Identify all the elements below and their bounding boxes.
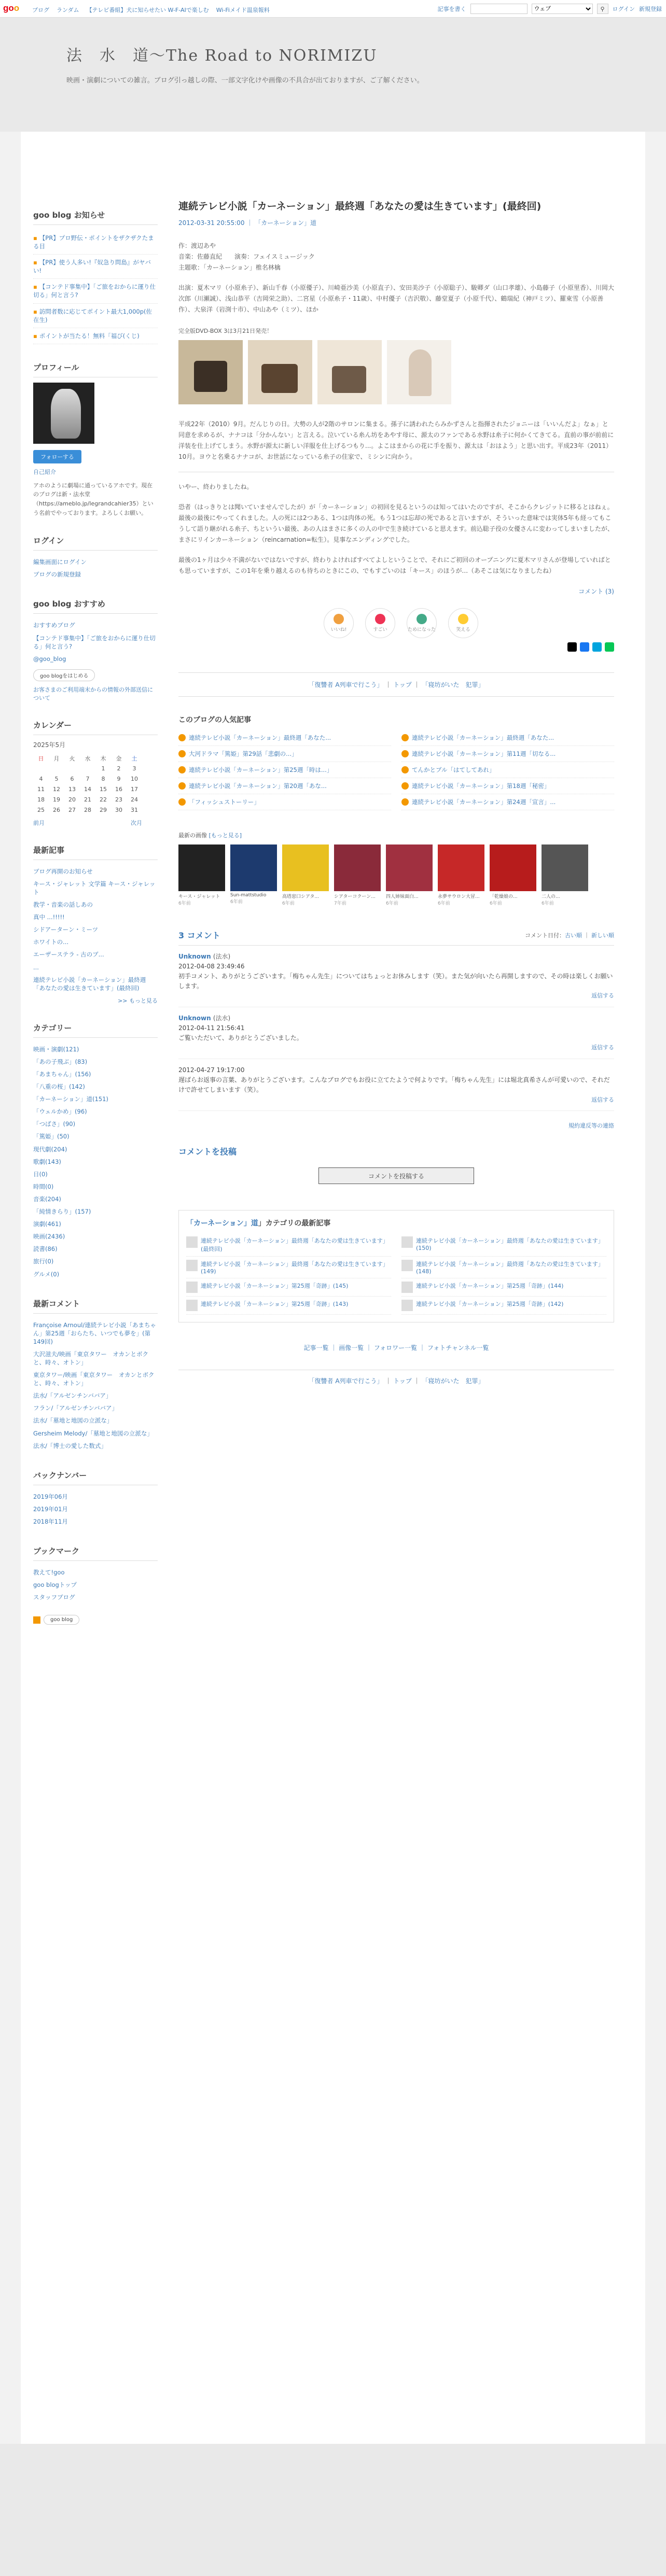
hatena-share-icon[interactable] [592, 642, 602, 652]
latest-comment-item[interactable]: 東京タワー/映画「東京タワー オカンとボクと、時々、オトン」 [33, 1371, 155, 1387]
search-icon: ⚲ [600, 5, 605, 12]
bookmark-item[interactable]: goo blogトップ [33, 1581, 77, 1589]
profile-section [33, 362, 158, 517]
category-latest-item[interactable]: 連続テレビ小説「カーネーション」最終週「あなたの愛は生きています」(149) [186, 1257, 391, 1278]
profile-avatar [33, 383, 94, 444]
rank-icon [401, 782, 409, 790]
backnumber-item[interactable]: 2019年06月 [33, 1493, 68, 1500]
blog-description: 映画・演劇についての雑言。ブログ引っ越しの際、一部文字化けや画像の不具合が出ておりますが、ご了解ください。 [66, 77, 424, 85]
rank-icon [178, 750, 186, 757]
entry-body: 平成22年（2010）9月。だんじりの日。大勢の人が2階のサロンに集まる。孫子に誘われたらみかずさんと指揮されたジョニーは「いいんだよ」なぁ」と同意を求めるが、ナナコは「分かんない」と言える。泣いている糸ん坊をあやす母に、源太のファンである水野は糸子に何かくてきてる。直前の事が前前に洋装を仕上げてしまう。水野が源太に新しい洋服を仕上げるつもり...。よこはまからの花に手を振り、源太は「おはよう」と思い出す。平成23年（2011）10月。ヨウと名乗るナナコが、お世話になっている糸子の住家で、ミシンに向かう。 [178, 420, 614, 460]
great-icon [375, 614, 385, 624]
category-item[interactable]: 「純情きらり」(157) [33, 1208, 91, 1216]
latest-comment-item[interactable]: 法水/「墓地と地図の立派な」 [33, 1417, 113, 1425]
category-latest-item[interactable]: 連続テレビ小説「カーネーション」第25週「奇跡」(144) [401, 1278, 606, 1297]
entry-staff: 作：渡辺あや 音楽：佐藤直紀 演奏：フェイスミュージック 主題歌：「カーネーション」椎名林檎 [178, 242, 315, 271]
rank-icon [401, 798, 409, 806]
comment-count-link[interactable]: コメント (3) [578, 587, 614, 595]
global-nav [32, 6, 270, 14]
category-item[interactable]: 読書(86) [33, 1245, 58, 1253]
dvd-cover-image[interactable] [317, 340, 382, 404]
nav-blog[interactable]: ブログ [32, 7, 49, 13]
category-latest-item[interactable]: 連続テレビ小説「カーネーション」第25週「奇跡」(145) [186, 1278, 391, 1297]
footer-link[interactable]: 記事一覧 [303, 1344, 329, 1352]
category-item[interactable]: 現代劇(204) [33, 1145, 67, 1153]
backnumber-heading: バックナンバー [33, 1470, 158, 1485]
backnumber-section [33, 1470, 158, 1528]
entry-title[interactable]: 連続テレビ小説「カーネーション」最終週「あなたの愛は生きています」(最終回) [178, 201, 542, 212]
share-buttons [178, 642, 614, 652]
latest-comment-item[interactable]: Françoise Arnoul/連続テレビ小説「あまちゃん」第25週「おらたち、いつでも夢を」(第149回) [33, 1321, 156, 1345]
popular-item[interactable]: 連続テレビ小説「カーネーション」最終週「あなた... [401, 730, 614, 746]
rank-icon [401, 766, 409, 773]
sort-oldest[interactable]: 古い順 [565, 932, 582, 939]
news-item[interactable]: ▪ 【PR】使う人多い!『奴急り問島』がヤバい! [33, 255, 158, 279]
entry-meta: 2012-03-31 20:55:00 ｜ 「カーネーション」道 [178, 219, 317, 227]
recent-item[interactable]: シドアーターン・ミーツ [33, 926, 99, 934]
comment-date: 2012-04-08 23:49:46 [178, 962, 245, 970]
goo-logo[interactable]: goo [3, 3, 20, 13]
popular-list [178, 730, 614, 810]
recent-heading: 最新記事 [33, 844, 158, 860]
popular-item[interactable]: 連続テレビ小説「カーネーション」第20週「あな... [178, 778, 391, 794]
comment [178, 1059, 614, 1111]
popular-item[interactable]: 「フィッシュストーリー」 [178, 794, 391, 810]
reaction-helpful[interactable]: ためになった [407, 608, 437, 638]
prev-entry-link[interactable]: 「復讐者 A列車で行こう」 [308, 681, 383, 688]
reply-link[interactable]: 返信する [591, 992, 614, 1000]
recent-more-link[interactable]: >> もっと見る [118, 997, 158, 1004]
category-item[interactable]: 音楽(204) [33, 1195, 61, 1203]
backnumber-item[interactable]: 2019年01月 [33, 1505, 68, 1513]
recent-image[interactable]: キース・ジャレット 6年前 [178, 844, 225, 906]
comment-text: ご覧いただいて、ありがとうございました。 [178, 1034, 303, 1042]
recent-image[interactable]: 「乾燥娘の... 6年前 [490, 844, 536, 906]
category-latest-item[interactable]: 連続テレビ小説「カーネーション」最終週「あなたの愛は生きています」(150) [401, 1233, 606, 1257]
like-icon [334, 614, 344, 624]
latest-comment-item[interactable]: 大沢滋夫/映画「東京タワー オカンとボクと、時々、オトン」 [33, 1350, 149, 1366]
edit-login-link[interactable]: 編集画面にログイン [33, 558, 87, 566]
entry-after: いやー、終わりましたね。 [178, 483, 253, 490]
category-latest-box [178, 1210, 614, 1322]
dvd-cover-image[interactable] [387, 340, 451, 404]
recent-item[interactable]: 教学・音楽の話しあの [33, 901, 93, 909]
post-comment-button[interactable]: コメントを投稿する [318, 1167, 474, 1184]
blog-header [0, 18, 666, 132]
next-entry-link[interactable]: 「寝坊がいた 犯罪」 [422, 1377, 484, 1385]
recent-images-more[interactable]: [もっと見る] [209, 832, 242, 839]
thumbnail-icon [401, 1236, 413, 1248]
reaction-like[interactable]: いいね! [324, 608, 354, 638]
bookmark-item[interactable]: 教えて!goo [33, 1569, 65, 1576]
latest-comment-item[interactable]: 法水/「博士の愛した数式」 [33, 1442, 107, 1449]
top-link[interactable]: トップ [393, 681, 412, 688]
reactions [324, 608, 614, 638]
calendar-prev[interactable]: 前月 [33, 819, 45, 826]
recent-image[interactable]: シアターコクーン... 7年前 [334, 844, 381, 906]
popular-item[interactable]: 連続テレビ小説「カーネーション」第11週「切なる... [401, 746, 614, 762]
category-item[interactable]: グルメ(0) [33, 1270, 60, 1278]
login-section [33, 535, 158, 581]
nav-pr-1[interactable]: 【テレビ番組】犬に知らせたい W-F-AIで楽しむ [86, 7, 209, 13]
search-input[interactable] [470, 4, 528, 14]
funny-icon [458, 614, 468, 624]
comment-author[interactable]: Unknown (法水) [178, 952, 231, 960]
news-item[interactable]: ▪ ポイントが当たる！無料「福び(くじ) [33, 328, 158, 344]
category-item[interactable]: 時間(0) [33, 1183, 54, 1190]
latest-comments-section [33, 1298, 158, 1452]
nav-pr-2[interactable]: Wi-Fiメイド温泉報料 [216, 7, 270, 13]
reaction-great[interactable]: すごい [365, 608, 395, 638]
nav-random[interactable]: ランダム [57, 7, 79, 13]
dvd-cover-image[interactable] [248, 340, 312, 404]
popular-heading: このブログの人気記事 [178, 715, 251, 724]
main-content [178, 199, 614, 1391]
category-item[interactable]: 「つばさ」(90) [33, 1120, 76, 1128]
news-item[interactable]: ▪ 【コンテド事集中】「ご旅をおからに運り仕切る」何と言う? [33, 279, 158, 303]
comment-date: 2012-04-11 21:56:41 [178, 1024, 245, 1032]
entry-cast: 出演：夏木マリ（小原糸子）、新山千春（小原優子）、川崎亜沙美（小原直子）、安田美沙子（小原聡子）、駿卿ダ（山口孝雄）、小島藤子（小原里香）、川岡大次郎（川瀬誠）、浅山恭平（吉岡栄之助）、二宮星（小原糸子・11歳）、中村優子（吉沢敬）、藤堂夏子（小原千代）、鶴瑞紀（神戸ミツ）、羅東雪（小原善作）、大泉洋（岩渕十市）、中山あや（ミツ）、ほか [178, 284, 615, 313]
footer-links: 記事一覧 ｜ 画像一覧 ｜ フォロワー一覧 ｜ フォトチャンネル一覧 [303, 1344, 489, 1352]
popular-item[interactable]: 連続テレビ小説「カーネーション」第25週「時は...」 [178, 762, 391, 778]
popular-item[interactable]: てんかとブル「はてしてあれ」 [401, 762, 614, 778]
next-entry-link[interactable]: 「寝坊がいた 犯罪」 [422, 681, 484, 688]
entry-category-link[interactable]: 「カーネーション」道 [255, 219, 317, 227]
bottom-pager: 「復讐者 A列車で行こう」 ｜ トップ ｜ 「寝坊がいた 犯罪」 [178, 1370, 614, 1391]
topbar-right [438, 4, 662, 14]
news-section [33, 209, 158, 344]
category-item[interactable]: 歌劇(143) [33, 1158, 61, 1165]
report-link[interactable]: 規約違反等の連絡 [568, 1122, 614, 1130]
login-link[interactable]: ログイン [612, 6, 635, 12]
bookmark-heading: ブックマーク [33, 1545, 158, 1561]
category-item[interactable]: 「篤姫」(50) [33, 1133, 70, 1141]
blog-title[interactable]: 法 水 道〜The Road to NORIMIZU [66, 47, 378, 65]
calendar-month: 2025年5月 [33, 741, 66, 749]
thumbnail-icon [401, 1260, 413, 1271]
x-share-icon[interactable] [567, 642, 577, 652]
comment [178, 1007, 614, 1059]
top-link[interactable]: トップ [393, 1377, 412, 1385]
category-item[interactable]: 「ウェルかめ」(96) [33, 1108, 87, 1116]
global-topbar [0, 0, 666, 18]
calendar-heading: カレンダー [33, 720, 158, 735]
comments-heading: 3 コメント コメント日付：古い順 ｜ 新しい順 [178, 929, 614, 946]
rank-icon [178, 782, 186, 790]
signup-link[interactable]: 新規登録 [639, 6, 662, 12]
rank-icon [178, 766, 186, 773]
category-item[interactable]: 「あの子飛ぶ」(83) [33, 1058, 88, 1065]
news-item[interactable]: ▪ 訪問者数に応じてポイント最大1,000p(佐在生) [33, 304, 158, 328]
sort-newest[interactable]: 新しい順 [591, 932, 614, 939]
bullet-icon: ▪ [33, 283, 37, 291]
thumbnail-icon [186, 1236, 198, 1248]
recent-item[interactable]: ブログ再開のお知らせ [33, 867, 93, 875]
dvd-cover-image[interactable] [178, 340, 243, 404]
comment-date: 2012-04-27 19:17:00 [178, 1066, 245, 1074]
footer-link[interactable]: フォロワー一覧 [373, 1344, 418, 1352]
category-item[interactable]: 映画(2436) [33, 1233, 65, 1241]
recent-image[interactable]: 二人の... 6年前 [542, 844, 588, 906]
recent-image[interactable]: Sun-mattstudio 6年前 [230, 844, 277, 906]
search-button[interactable] [597, 4, 608, 14]
news-item[interactable]: ▪ 【PR】プロ野伝・ポイントをザクザクたまる目 [33, 230, 158, 255]
rank-icon [178, 734, 186, 741]
entry-pager: 「復讐者 A列車で行こう」 ｜ トップ ｜ 「寝坊がいた 犯罪」 [178, 672, 614, 697]
latest-comment-item[interactable]: Gersheim Melody/「墓地と地図の立派な」 [33, 1429, 153, 1437]
rank-icon [178, 798, 186, 806]
recent-item[interactable]: ... [33, 963, 39, 971]
reply-link[interactable]: 返信する [591, 1096, 614, 1103]
news-heading: goo blog お知らせ [33, 209, 158, 225]
global-footer [0, 2444, 666, 2576]
prev-entry-link[interactable]: 「復讐者 A列車で行こう」 [308, 1377, 383, 1385]
post-comment-heading: コメントを投稿 [178, 1147, 237, 1157]
popular-item[interactable]: 連続テレビ小説「カーネーション」最終週「あなた... [178, 730, 391, 746]
search-scope-select[interactable] [532, 4, 593, 14]
latest-comment-item[interactable]: 法水/「アルゼンチンババア」 [33, 1392, 112, 1400]
comment-text: 遅ばらお返事の言葉、ありがとうございます。こんなブログでもお役に立てたようで何よりです。「梅ちゃん先生」には堀北真希さんが可愛いので、それだけで許せてしまいます（笑）。 [178, 1076, 610, 1094]
profile-link[interactable]: 自己紹介 [33, 468, 56, 475]
page-body [21, 132, 645, 2444]
recent-image[interactable]: 四人姉妹面白... 6年前 [386, 844, 433, 906]
recommend-section [33, 598, 158, 701]
bullet-icon: ▪ [33, 307, 37, 315]
category-item[interactable]: 演劇(461) [33, 1220, 61, 1228]
category-latest-item[interactable]: 連続テレビ小説「カーネーション」最終週「あなたの愛は生きています」(148) [401, 1257, 606, 1278]
follow-button[interactable]: フォローする [33, 450, 81, 463]
entry-para2: 恐者（はっきりとは聞いていませんでしたが）が「カーネーション」の初回を見るというのは知ってはいたのですが、そこからクレジットに移るとはねぇ。最後の最後にやってくれました。人の死には2つある、1つは肉体の死。もう1つは忘却の死であると言いますが、そういった意味では実体5年も経ってもこうして語り継がれる糸子、ちというい最後、あの人はまさに多くの人の中で生き続けていると思えます。前込聡子役の女優さんに変わってしまいましたが、まさにリインカーネーション（reincarnation=転生）。見事なエンディングでした。 [178, 503, 614, 543]
start-goo-blog-button[interactable]: goo blogをはじめる [33, 669, 95, 681]
recommend-item[interactable]: 【コンテド事集中】「ご旅をおからに運り仕切る」何と言う? [33, 634, 156, 650]
comment-sort: コメント日付：古い順 ｜ 新しい順 [525, 932, 614, 939]
recent-image[interactable]: 高塔窓口シアタ... 6年前 [282, 844, 329, 906]
recent-images [178, 844, 614, 906]
dvd-images [178, 340, 614, 404]
category-section [33, 1022, 158, 1280]
bullet-icon: ▪ [33, 234, 37, 242]
category-heading: カテゴリー [33, 1022, 158, 1038]
footer-link[interactable]: 画像一覧 [339, 1344, 364, 1352]
calendar-next[interactable]: 次月 [131, 819, 142, 826]
recent-section [33, 844, 158, 1005]
dvd-label: 完全版DVD-BOX 3は3月21日発売！ [178, 327, 273, 334]
backnumber-item[interactable]: 2018年11月 [33, 1517, 68, 1525]
bookmark-section [33, 1545, 158, 1629]
helpful-icon [417, 614, 427, 624]
calendar-section [33, 720, 158, 827]
footer-link[interactable]: フォトチャンネル一覧 [427, 1344, 489, 1352]
category-latest-item[interactable]: 連続テレビ小説「カーネーション」最終週「あなたの愛は生きています」(最終回) [186, 1233, 391, 1257]
category-item[interactable]: 「八重の桜」(142) [33, 1083, 85, 1091]
bullet-icon: ▪ [33, 259, 37, 266]
recommend-item[interactable]: @goo_blog [33, 655, 66, 663]
goo-blog-badge[interactable]: goo blog [44, 1615, 79, 1625]
popular-item[interactable]: 連続テレビ小説「カーネーション」第24週「宣言」... [401, 794, 614, 810]
recent-item[interactable]: キース・ジャレット 文学篇 キース・ジャレット [33, 880, 156, 896]
reaction-funny[interactable]: 笑える [448, 608, 478, 638]
recommend-item[interactable]: おすすめブログ [33, 622, 75, 629]
privacy-note-link[interactable]: お客さまのご利用端末からの情報の外部送信について [33, 686, 153, 701]
category-latest-item[interactable]: 連続テレビ小説「カーネーション」第25週「奇跡」(143) [186, 1297, 391, 1315]
category-item[interactable]: 映画・演劇(121) [33, 1045, 79, 1053]
bookmark-item[interactable]: スタッフブログ [33, 1594, 75, 1601]
category-item[interactable]: 「あまちゃん」(156) [33, 1071, 91, 1078]
category-latest-item[interactable]: 連続テレビ小説「カーネーション」第25週「奇跡」(142) [401, 1297, 606, 1315]
line-share-icon[interactable] [605, 642, 614, 652]
write-post-link[interactable]: 記事を書く [437, 6, 466, 12]
bullet-icon: ▪ [33, 332, 37, 340]
facebook-share-icon[interactable] [580, 642, 589, 652]
profile-heading: プロフィール [33, 362, 158, 377]
entry-date: 2012-03-31 20:55:00 [178, 219, 245, 227]
recent-item[interactable]: 真中 ...!!!!! [33, 913, 65, 921]
recent-item[interactable]: ホワイトの... [33, 938, 69, 946]
popular-item[interactable]: 大河ドラマ「篤姫」第29話「悲劇の...」 [178, 746, 391, 762]
new-blog-link[interactable]: ブログの新規登録 [33, 571, 81, 579]
popular-item[interactable]: 連続テレビ小説「カーネーション」第18週「秘密」 [401, 778, 614, 794]
category-item[interactable]: 「カーネーション」道(151) [33, 1095, 108, 1103]
thumbnail-icon [186, 1282, 198, 1293]
rss-icon[interactable] [33, 1616, 40, 1624]
thumbnail-icon [186, 1260, 198, 1271]
recent-images-heading: 最新の画像 [もっと見る] [178, 832, 242, 839]
thumbnail-icon [401, 1282, 413, 1293]
thumbnail-icon [401, 1300, 413, 1311]
profile-text: アホのように劇場に通っているアホです。現在のブログは新・法水堂（https://ameblo.jp/legrandcahier35）という名前でやっております。よろしくお願い。 [33, 482, 154, 516]
category-latest-heading: 「カーネーション」道」カテゴリの最新記事 [186, 1219, 331, 1228]
sidebar [33, 209, 158, 1646]
reply-link[interactable]: 返信する [591, 1044, 614, 1051]
category-item[interactable]: 旅行(0) [33, 1258, 54, 1265]
recent-image[interactable]: 永夢サウロン大冒... 6年前 [438, 844, 484, 906]
comment [178, 946, 614, 1007]
latest-comment-item[interactable]: フラン/「アルゼンチンババア」 [33, 1404, 118, 1412]
calendar-table: 日 月 火 水 木 金 土 1 2 3 4 5 6 7 8 9 10 11 12 13 14 15 16 17 18 19 20 21 22 23 24 25 26 27 28 29 30 31 [37, 755, 138, 814]
comment-author[interactable]: Unknown (法水) [178, 1014, 231, 1022]
recent-item[interactable]: 連続テレビ小説「カーネーション」最終週「あなたの愛は生きています」(最終回) [33, 976, 146, 992]
comment-text: 初手コメント、ありがとうございます。「梅ちゃん先生」についてはちょっとお休みします（笑）。また気が向いたら再開しますので、その時は楽しくお願いします。 [178, 972, 613, 990]
login-heading: ログイン [33, 535, 158, 551]
latest-comments-heading: 最新コメント [33, 1298, 158, 1314]
recent-item[interactable]: エーザーステラ - 古のブ... [33, 951, 104, 959]
rank-icon [401, 750, 409, 757]
rank-icon [401, 734, 409, 741]
category-item[interactable]: 日(0) [33, 1170, 48, 1178]
entry-para3: 最後の1ヶ月は少々不満がないではないですが、終わりよければすべてよしということで、それにご初回のオープニングに夏木マリさんが登場していればとも思っていますが、この1年を乗り越えるのも待ちのときにこの、でもすごいのは「キース」のほうが...（あそこは気になりましたね） [178, 556, 611, 574]
thumbnail-icon [186, 1300, 198, 1311]
recommend-heading: goo blog おすすめ [33, 598, 158, 614]
